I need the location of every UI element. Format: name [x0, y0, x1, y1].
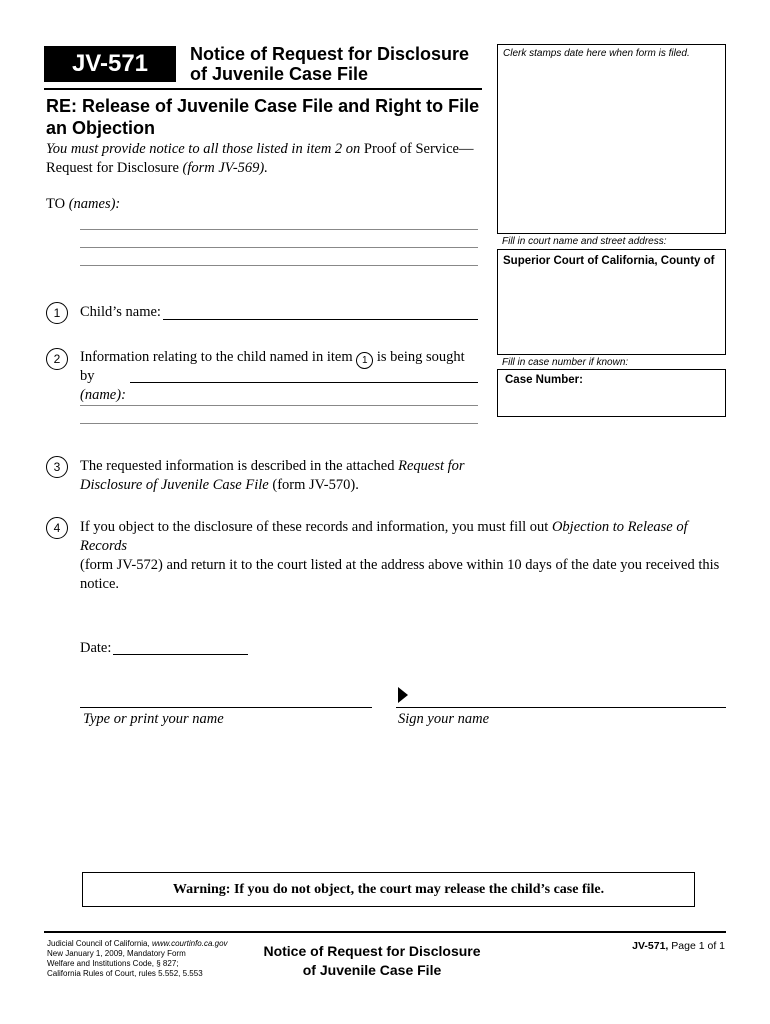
item-2-ref-number: 1: [356, 352, 373, 369]
signature-label: [398, 710, 489, 729]
clerk-stamp-box: [497, 44, 726, 234]
case-number-label: Case Number:: [505, 374, 583, 386]
childs-name-label: Child’s name:: [80, 304, 161, 320]
footer-left-line4: California Rules of Court, rules 5.552, 5.553: [47, 969, 203, 978]
footer-left-line2: New January 1, 2009, Mandatory Form: [47, 949, 186, 958]
signature-field[interactable]: [396, 707, 726, 708]
notice-part3: Request for Disclosure: [46, 160, 179, 176]
re-heading-line2: an Objection: [46, 118, 156, 138]
item-2-text-a: Information relating to the child named in item: [80, 349, 353, 365]
item-2-text: [80, 348, 480, 405]
footer-title-line1: Notice of Request for Disclosure: [263, 943, 481, 959]
to-label: [46, 196, 120, 213]
requester-name-field[interactable]: [130, 382, 478, 383]
to-text: TO: [46, 196, 66, 212]
item-4-text: [80, 518, 730, 594]
item-4-text-c: notice.: [80, 576, 120, 592]
signature-text: Sign your name: [398, 711, 490, 727]
childs-name-field[interactable]: [163, 319, 478, 320]
warning-text: Warning: If you do not object, the court may release the child’s case file.: [172, 882, 605, 897]
court-hint: Fill in court name and street address:: [502, 236, 667, 247]
item-4-text-b: (form JV-572) and return it to the court listed at the address above within 10 days of the date you received this: [80, 557, 720, 573]
form-id-badge: JV-571: [44, 46, 176, 82]
clerk-stamp-hint: Clerk stamps date here when form is filed.: [503, 48, 690, 59]
item-4-number: 4: [46, 517, 68, 539]
requester-line-3[interactable]: [80, 423, 478, 424]
names-line-3[interactable]: [80, 265, 478, 266]
to-names-label: (names):: [68, 196, 121, 212]
footer-rule: [44, 931, 726, 933]
item-2-text-b: is being sought by: [80, 349, 465, 384]
service-notice: [46, 140, 476, 178]
footer-title-line2: of Juvenile Case File: [302, 962, 442, 978]
footer-website-link[interactable]: www.courtinfo.ca.gov: [151, 939, 228, 948]
case-number-hint: Fill in case number if known:: [502, 357, 629, 368]
footer-page-number: Page 1 of 1: [671, 940, 725, 952]
court-label: Superior Court of California, County of: [503, 255, 715, 267]
notice-part2: Proof of Service—: [363, 141, 474, 157]
item-2-number: 2: [46, 348, 68, 370]
footer-form-id: JV-571,: [632, 940, 669, 952]
form-title: [190, 44, 490, 84]
item-3-text-a: The requested information is described in the attached: [80, 458, 395, 474]
item-4-title: Objection to Release of Records: [80, 519, 688, 554]
case-number-box[interactable]: [497, 369, 726, 417]
print-name-text: Type or print your name: [83, 711, 224, 727]
requester-name-label: (name):: [80, 387, 126, 403]
footer-page: [560, 940, 725, 952]
footer-title: [243, 942, 501, 980]
print-name-field[interactable]: [80, 707, 372, 708]
item-3-title-b: Disclosure of Juvenile Case File: [80, 477, 269, 493]
re-heading-line1: RE: Release of Juvenile Case File and Right to File: [46, 96, 480, 116]
item-3-number: 3: [46, 456, 68, 478]
footer-left: [47, 939, 247, 979]
names-line-1[interactable]: [80, 229, 478, 230]
item-3-title-a: Request for: [398, 458, 465, 474]
item-3-text: [80, 457, 480, 495]
requester-line-2[interactable]: [80, 405, 478, 406]
court-box[interactable]: [497, 249, 726, 355]
form-title-line2: of Juvenile Case File: [190, 64, 369, 84]
footer-council: Judicial Council of California,: [47, 939, 150, 948]
item-3-text-b: (form JV-570).: [272, 477, 359, 493]
date-label: Date:: [80, 640, 112, 656]
title-rule: [44, 88, 482, 90]
notice-part1: You must provide notice to all those listed in item 2 on: [46, 141, 361, 157]
form-title-line1: Notice of Request for Disclosure: [190, 44, 470, 64]
notice-part4: (form JV-569).: [182, 160, 268, 176]
names-line-2[interactable]: [80, 247, 478, 248]
signature-arrow-icon: [398, 687, 410, 703]
footer-left-line3: Welfare and Institutions Code, § 827;: [47, 959, 179, 968]
date-field[interactable]: [113, 654, 248, 655]
re-heading: [46, 95, 486, 139]
warning-box: [82, 872, 695, 907]
print-name-label: [83, 710, 224, 729]
item-4-text-a: If you object to the disclosure of these records and information, you must fill out: [80, 519, 549, 535]
item-1-number: 1: [46, 302, 68, 324]
